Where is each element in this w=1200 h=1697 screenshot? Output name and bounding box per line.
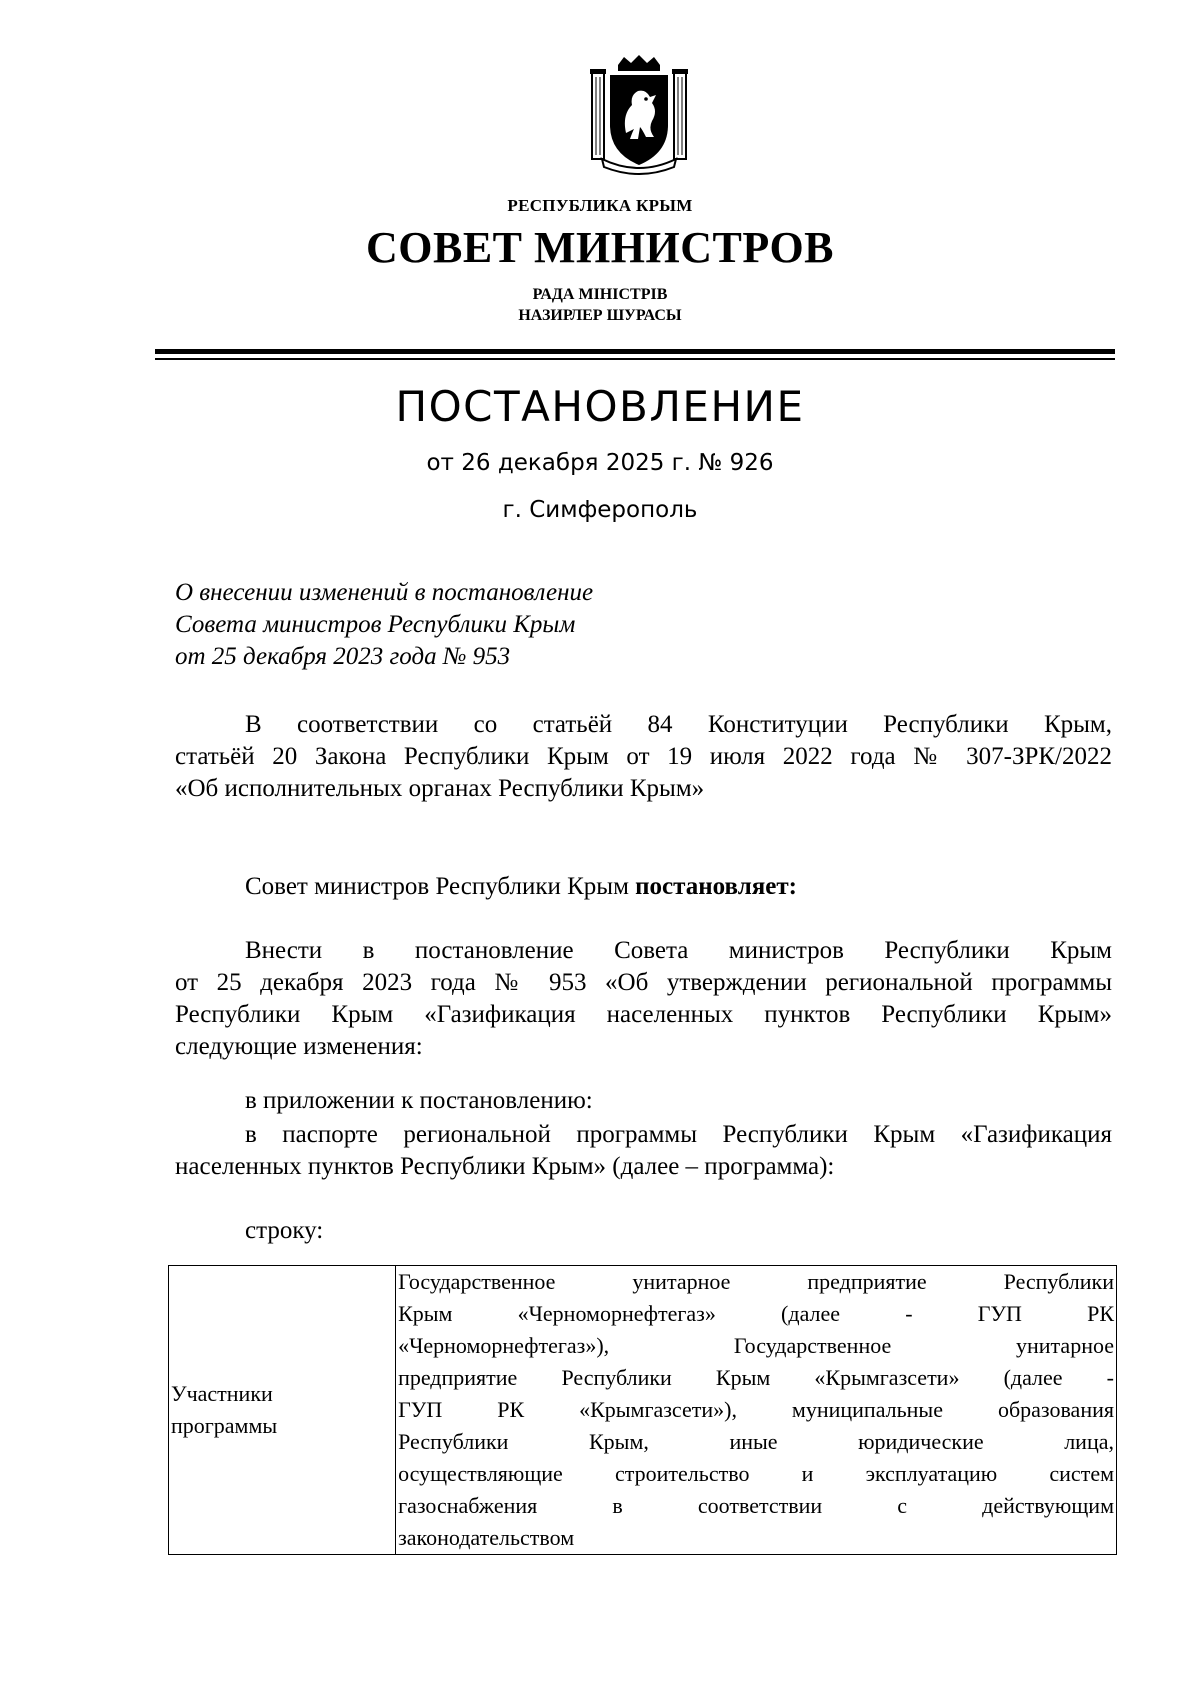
subject-line: О внесении изменений в постановление [175,579,594,606]
council-name-ukrainian: РАДА МІНІСТРІВ [532,286,668,303]
header-divider-thin [155,358,1115,360]
table-row [169,1266,1117,1555]
decree-city: г. Симферополь [502,497,698,523]
paragraph-line: следующие изменения: [175,1033,423,1060]
paragraph-line: в паспорте региональной программы Республики Крым «Газификация [245,1121,1112,1148]
resolves-paragraph [175,871,1112,903]
value-line: предприятие Республики Крым «Крымгазсети» (далее - [398,1365,1114,1390]
paragraph-line: населенных пунктов Республики Крым» (далее – программа): [175,1153,835,1180]
paragraph-line: строку: [245,1217,324,1244]
value-line: газоснабжения в соответствии с действующим [398,1493,1114,1518]
paragraph-line: В соответствии со статьёй 84 Конституции Республики Крым, [245,711,1112,738]
council-heading: СОВЕТ МИНИСТРОВ [365,223,835,272]
council-name-crimean-tatar: НАЗИРЛЕР ШУРАСЫ [518,307,682,324]
value-line: законодательством [398,1525,575,1550]
decree-subject [175,577,593,673]
passport-paragraph [175,1119,1112,1183]
paragraph-line: Внести в постановление Совета министров Республики Крым [245,937,1112,964]
paragraph-line: «Об исполнительных органах Республики Крым» [175,775,705,802]
value-line: ГУП РК «Крымгазсети»), муниципальные образования [398,1397,1114,1422]
resolves-keyword: постановляет: [635,873,797,900]
resolves-text: Совет министров Республики Крым [245,873,636,900]
value-line: осуществляющие строительство и эксплуатацию систем [398,1461,1114,1486]
value-line: «Черноморнефтегаз»), Государственное унитарное [398,1333,1114,1358]
value-line: Государственное унитарное предприятие Республики [398,1269,1114,1294]
paragraph-line: Республики Крым «Газификация населенных пунктов Республики Крым» [175,1001,1112,1028]
label-line: Участники [171,1381,273,1406]
paragraph-line: от 25 декабря 2023 года № 953 «Об утверждении региональной программы [175,969,1112,996]
subject-line: от 25 декабря 2023 года № 953 [175,643,511,670]
appendix-paragraph [175,1085,1112,1117]
value-line: Крым «Черноморнефтегаз» (далее - ГУП РК [398,1301,1114,1326]
table-value-cell [396,1266,1117,1555]
amendment-paragraph [175,935,1112,1063]
line-word-paragraph [175,1215,1112,1247]
document-type-title: ПОСТАНОВЛЕНИЕ [395,382,805,431]
table-label-cell [169,1266,396,1555]
republic-heading: РЕСПУБЛИКА КРЫМ [507,196,693,215]
decree-date-number: от 26 декабря 2025 г. № 926 [426,450,774,476]
header-divider-thick [155,349,1115,354]
paragraph-line: статьёй 20 Закона Республики Крым от 19 июля 2022 года № 307-ЗРК/2022 [175,743,1112,770]
program-participants-table [168,1265,1117,1555]
label-line: программы [171,1413,278,1438]
subject-line: Совета министров Республики Крым [175,611,576,638]
crimea-coat-of-arms-emblem [588,55,690,175]
value-line: Республики Крым, иные юридические лица, [398,1429,1114,1454]
paragraph-line: в приложении к постановлению: [245,1087,593,1114]
legal-basis-paragraph [175,709,1112,805]
paragraph-line [175,871,1112,903]
